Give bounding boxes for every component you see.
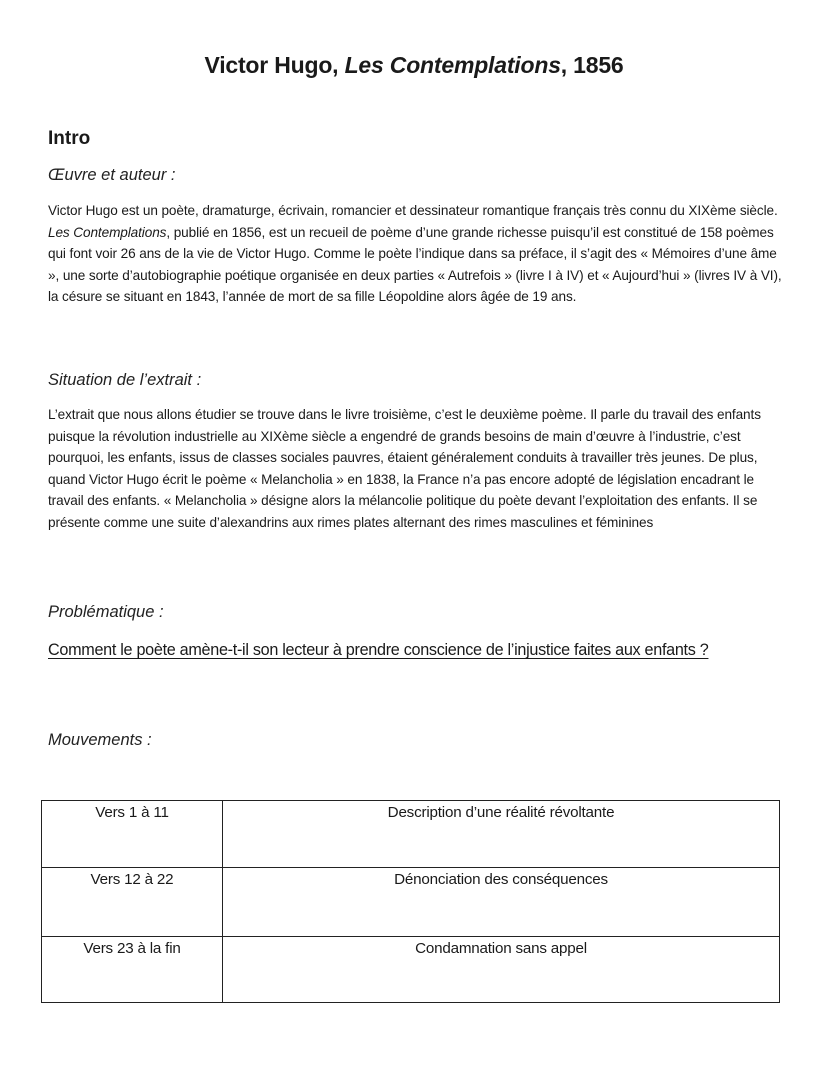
mouvements-table bbox=[41, 800, 780, 1003]
table-row bbox=[42, 937, 780, 1003]
oeuvre-text-part1: Victor Hugo est un poète, dramaturge, écrivain, romancier et dessinateur romantique français très connu du XIXème siècle. bbox=[48, 203, 778, 218]
oeuvre-text-part2: , publié en 1856, est un recueil de poème d’une grande richesse puisqu’il est constitué de 158 poèmes qui font voir 26 ans de la vie de Victor Hugo. Comme le poète l’indique dans sa préface, il s’agit des « Mémoires d’une âme », une sorte d’autobiographie poétique organisée en deux parties « Autrefois » (livre I à IV) et « Aujourd’hui » (livres IV à VI), la césure se situant en 1843, l’année de mort de sa fille Léopoldine alors âgée de 19 ans. bbox=[48, 224, 782, 304]
table-row bbox=[42, 868, 780, 937]
description-cell: Condamnation sans appel bbox=[223, 937, 780, 1003]
oeuvre-paragraph bbox=[48, 200, 788, 308]
situation-heading: Situation de l’extrait : bbox=[48, 371, 202, 389]
description-cell: Description d’une réalité révoltante bbox=[223, 801, 780, 868]
vers-cell: Vers 1 à 11 bbox=[42, 801, 223, 868]
situation-paragraph: L’extrait que nous allons étudier se trouve dans le livre troisième, c’est le deuxième poème. Il parle du travail des enfants puisque la révolution industrielle au XIXème siècle a engendré de grands besoins de main d’œuvre à l’industrie, c’est pourquoi, les enfants, issus de classes sociales pauvres, étaient généralement conduits à travailler très jeunes. De plus, quand Victor Hugo écrit le poème « Melancholia » en 1838, la France n’a pas encore adopté de législation encadrant le travail des enfants. « Melancholia » désigne alors la mélancolie politique du poète devant l’exploitation des enfants. Il se présente comme une suite d’alexandrins aux rimes plates alternant des rimes masculines et féminines bbox=[48, 407, 761, 530]
problematique-question: Comment le poète amène-t-il son lecteur à prendre conscience de l’injustice faites aux enfants ? bbox=[48, 641, 709, 659]
oeuvre-heading: Œuvre et auteur : bbox=[48, 166, 176, 184]
intro-heading: Intro bbox=[48, 128, 91, 149]
table-row bbox=[42, 801, 780, 868]
problematique-heading: Problématique : bbox=[48, 603, 164, 621]
title-author: Victor Hugo, bbox=[204, 52, 339, 78]
document-title bbox=[0, 52, 828, 79]
oeuvre-text-work-title: Les Contemplations bbox=[48, 224, 167, 240]
vers-cell: Vers 23 à la fin bbox=[42, 937, 223, 1003]
description-cell: Dénonciation des conséquences bbox=[223, 868, 780, 937]
title-year: , 1856 bbox=[560, 52, 624, 78]
vers-cell: Vers 12 à 22 bbox=[42, 868, 223, 937]
mouvements-heading: Mouvements : bbox=[48, 731, 152, 749]
title-work: Les Contemplations bbox=[344, 52, 561, 78]
